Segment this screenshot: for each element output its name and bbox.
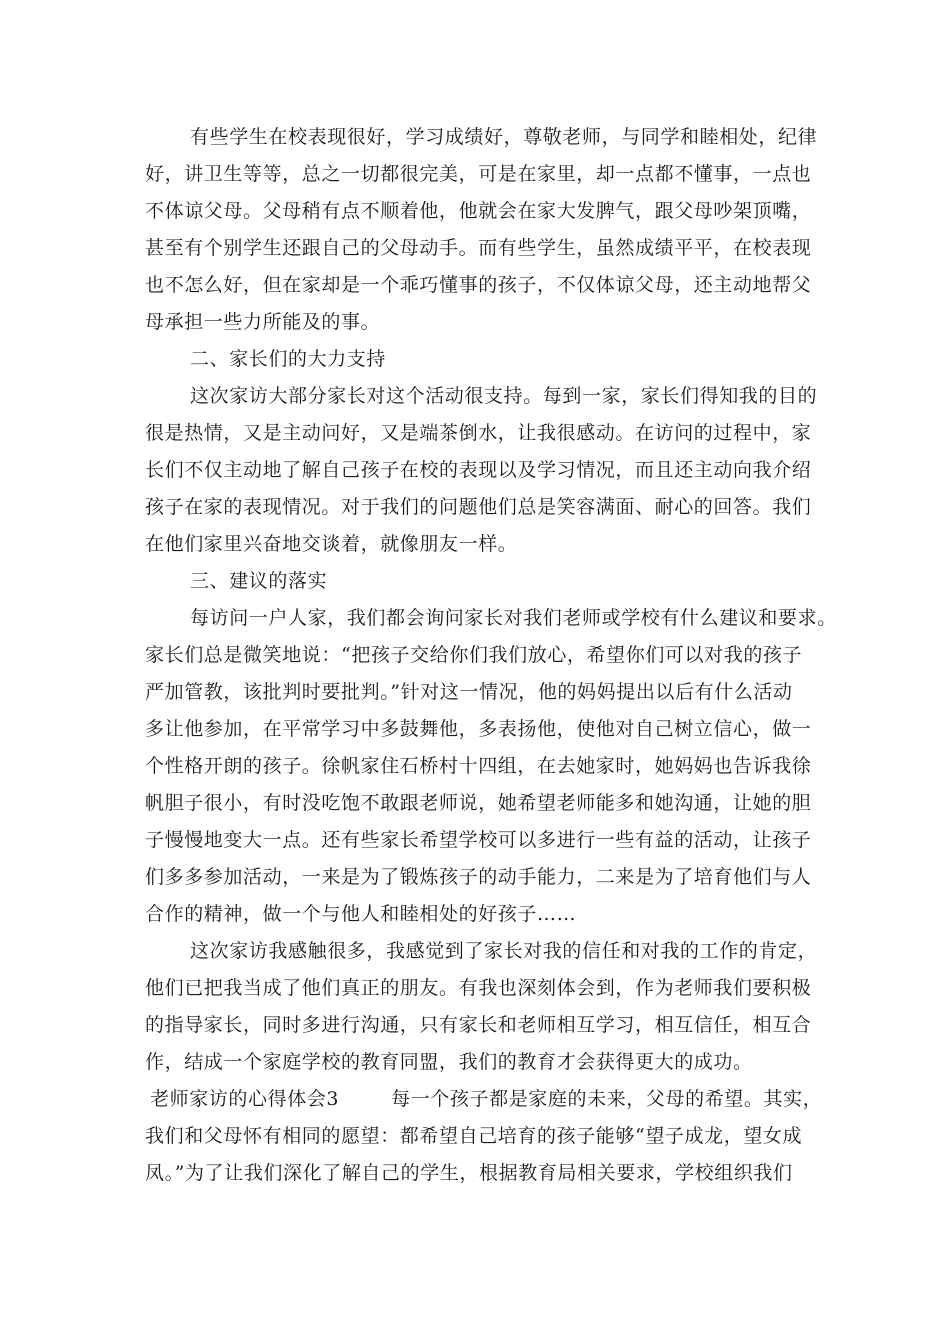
paragraph-line: 凤。”为了让我们深化了解自己的学生，根据教育局相关要求，学校组织我们 (145, 1162, 793, 1184)
paragraph-line: 好，讲卫生等等，总之一切都很完美，可是在家里，却一点都不懂事，一点也 (145, 163, 812, 185)
paragraph-line: 帆胆子很小，有时没吃饱不敢跟老师说，她希望老师能多和她沟通，让她的胆 (145, 792, 812, 814)
section-heading: 三、建议的落实 (190, 570, 328, 592)
paragraph-line: 长们不仅主动地了解自己孩子在校的表现以及学习情况，而且还主动向我介绍 (145, 459, 812, 481)
paragraph-line: 的指导家长，同时多进行沟通，只有家长和老师相互学习，相互信任，相互合 (145, 1014, 812, 1036)
paragraph-line: 家长们总是微笑地说：“把孩子交给你们我们放心，希望你们可以对我的孩子 (145, 644, 803, 666)
paragraph-line: 子慢慢地变大一点。还有些家长希望学校可以多进行一些有益的活动，让孩子 (145, 829, 812, 851)
paragraph-line: 也不怎么好，但在家却是一个乖巧懂事的孩子，不仅体谅父母，还主动地帮父 (145, 274, 812, 296)
paragraph-line: 多让他参加，在平常学习中多鼓舞他，多表扬他，使他对自己树立信心，做一 (145, 718, 812, 740)
paragraph-line: 严加管教，该批判时要批判。”针对这一情况，他的妈妈提出以后有什么活动 (145, 681, 793, 703)
paragraph-line: 我们和父母怀有相同的愿望：都希望自己培育的孩子能够“望子成龙，望女成 (145, 1125, 803, 1147)
section-heading: 二、家长们的大力支持 (190, 348, 387, 370)
paragraph-line: 每一个孩子都是家庭的未来，父母的希望。其实， (391, 1088, 823, 1110)
paragraph-line: 不体谅父母。父母稍有点不顺着他，他就会在家大发脾气，跟父母吵架顶嘴， (145, 200, 812, 222)
paragraph-line: 母承担一些力所能及的事。 (145, 311, 381, 333)
paragraph-line: 合作的精神，做一个与他人和睦相处的好孩子…… (145, 903, 577, 925)
paragraph-line: 在他们家里兴奋地交谈着，就像朋友一样。 (145, 533, 518, 555)
section-title: 老师家访的心得体会3 (150, 1088, 340, 1110)
section-title-line (150, 1086, 822, 1112)
paragraph-line: 作，结成一个家庭学校的教育同盟，我们的教育才会获得更大的成功。 (145, 1051, 753, 1073)
paragraph-line: 他们已把我当成了他们真正的朋友。有我也深刻体会到，作为老师我们要积极 (145, 977, 812, 999)
paragraph-line: 个性格开朗的孩子。徐帆家住石桥村十四组，在去她家时，她妈妈也告诉我徐 (145, 755, 812, 777)
paragraph-line: 甚至有个别学生还跟自己的父母动手。而有些学生，虽然成绩平平，在校表现 (145, 237, 812, 259)
paragraph-line: 这次家访大部分家长对这个活动很支持。每到一家，家长们得知我的目的 (190, 385, 818, 407)
paragraph-line: 每访问一户人家，我们都会询问家长对我们老师或学校有什么建议和要求。 (190, 607, 837, 629)
paragraph-line: 这次家访我感触很多，我感觉到了家长对我的信任和对我的工作的肯定， (190, 940, 818, 962)
paragraph-line: 很是热情，又是主动问好，又是端茶倒水，让我很感动。在访问的过程中，家 (145, 422, 812, 444)
paragraph-line: 们多多参加活动，一来是为了锻炼孩子的动手能力，二来是为了培育他们与人 (145, 866, 812, 888)
paragraph-line: 孩子在家的表现情况。对于我们的问题他们总是笑容满面、耐心的回答。我们 (145, 496, 812, 518)
paragraph-line: 有些学生在校表现很好，学习成绩好，尊敬老师，与同学和睦相处，纪律 (190, 126, 818, 148)
